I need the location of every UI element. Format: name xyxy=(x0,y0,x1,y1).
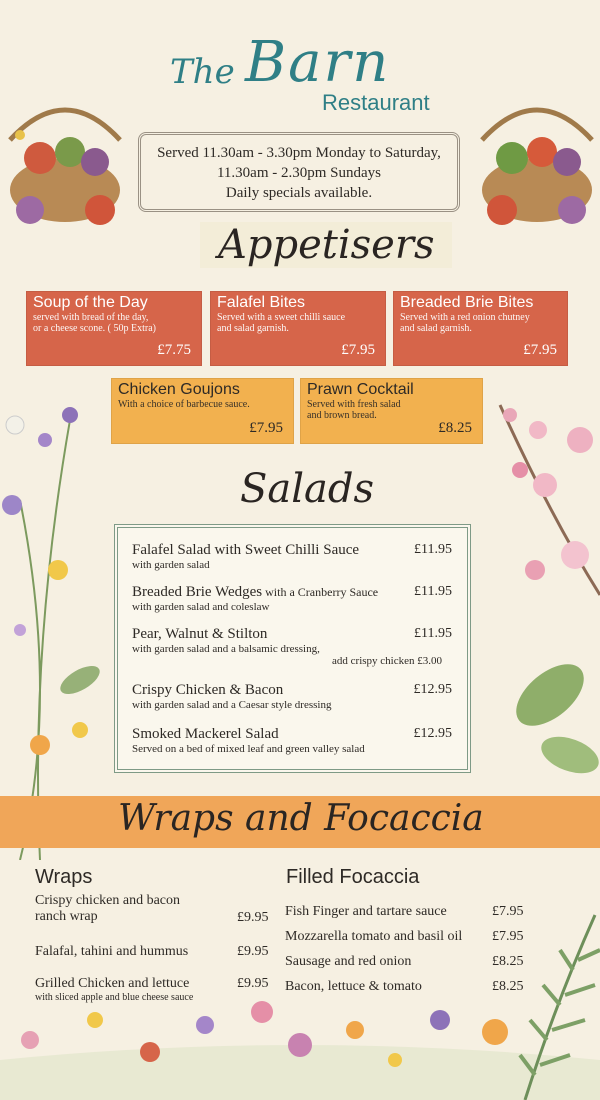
focaccia-price: £8.25 xyxy=(492,979,524,994)
salad-desc: with garden salad and coleslaw xyxy=(132,601,270,613)
salad-item xyxy=(132,682,462,711)
appetiser-desc: Served with fresh salad xyxy=(307,399,401,410)
salad-item xyxy=(132,584,462,613)
focaccia-item xyxy=(285,904,525,920)
salad-item xyxy=(132,542,462,571)
focaccia-price: £7.95 xyxy=(492,904,524,919)
appetiser-price: £7.95 xyxy=(523,342,557,358)
hours-line-3: Daily specials available. xyxy=(225,185,373,201)
wrap-price: £9.95 xyxy=(237,910,269,925)
brand-the: The xyxy=(170,52,235,92)
focaccia-item xyxy=(285,954,525,970)
appetiser-card xyxy=(210,291,386,366)
appetisers-heading: Appetisers xyxy=(200,222,452,268)
wrap-name: Crispy chicken and bacon xyxy=(35,893,181,908)
opening-hours-box xyxy=(138,132,460,212)
appetiser-name: Chicken Goujons xyxy=(118,381,240,398)
focaccia-price: £8.25 xyxy=(492,954,524,969)
wrap-price: £9.95 xyxy=(237,944,269,959)
focaccia-name: Sausage and red onion xyxy=(285,954,412,969)
vegetable-basket-icon xyxy=(0,80,130,230)
appetiser-desc: With a choice of barbecue sauce. xyxy=(118,399,250,410)
salad-desc: with garden salad and a balsamic dressing, xyxy=(132,643,320,655)
salad-price: £12.95 xyxy=(413,682,452,697)
appetiser-desc: and salad garnish. xyxy=(400,323,472,334)
appetiser-price: £7.95 xyxy=(341,342,375,358)
wrap-name-line2: ranch wrap xyxy=(35,909,98,924)
fern-icon xyxy=(515,905,600,1100)
appetiser-price: £7.95 xyxy=(249,420,283,436)
wrap-price: £9.95 xyxy=(237,976,269,991)
salad-price: £11.95 xyxy=(414,584,452,599)
appetiser-name: Soup of the Day xyxy=(33,294,148,311)
salads-box xyxy=(114,524,471,773)
appetiser-name: Falafel Bites xyxy=(217,294,306,311)
appetiser-card xyxy=(26,291,202,366)
wildflower-icon xyxy=(0,400,120,860)
wildflower-icon xyxy=(0,990,600,1100)
wrap-item xyxy=(35,893,275,925)
appetiser-desc: Served with a sweet chilli sauce xyxy=(217,312,346,323)
appetiser-price: £7.75 xyxy=(157,342,191,358)
salad-name: Pear, Walnut & Stilton xyxy=(132,626,268,642)
focaccia-title: Filled Focaccia xyxy=(286,866,420,888)
salad-extra: add crispy chicken £3.00 xyxy=(332,655,442,667)
focaccia-name: Bacon, lettuce & tomato xyxy=(285,979,422,994)
salad-name: Falafel Salad with Sweet Chilli Sauce xyxy=(132,542,360,558)
brand-name: Barn xyxy=(245,30,391,95)
hours-line-1: Served 11.30am - 3.30pm Monday to Saturday, xyxy=(157,145,441,161)
salad-desc: with garden salad xyxy=(132,559,210,571)
appetiser-desc: Served with a red onion chutney xyxy=(400,312,530,323)
wraps-title: Wraps xyxy=(35,866,93,888)
brand-subtitle: Restaurant xyxy=(322,90,430,115)
appetiser-desc: or a cheese scone. ( 50p Extra) xyxy=(33,323,156,334)
wrap-item xyxy=(35,944,275,960)
focaccia-item xyxy=(285,979,525,995)
appetiser-desc: served with bread of the day, xyxy=(33,312,149,323)
focaccia-item xyxy=(285,929,525,945)
appetiser-desc: and salad garnish. xyxy=(217,323,289,334)
focaccia-name: Mozzarella tomato and basil oil xyxy=(285,929,463,944)
focaccia-name: Fish Finger and tartare sauce xyxy=(285,904,447,919)
wrap-item xyxy=(35,976,275,1003)
appetiser-card xyxy=(393,291,568,366)
wrap-desc: with sliced apple and blue cheese sauce xyxy=(35,992,194,1003)
hours-line-2: 11.30am - 2.30pm Sundays xyxy=(216,165,382,181)
appetiser-card xyxy=(111,378,294,444)
appetiser-name: Breaded Brie Bites xyxy=(400,294,534,311)
salad-item xyxy=(132,726,462,755)
salad-desc: Served on a bed of mixed leaf and green valley salad xyxy=(132,743,365,755)
appetiser-name: Prawn Cocktail xyxy=(307,381,414,398)
salad-name: Smoked Mackerel Salad xyxy=(132,726,279,742)
salad-name-note: with a Cranberry Sauce xyxy=(262,585,379,599)
blossom-branch-icon xyxy=(490,395,600,815)
salad-item xyxy=(132,626,462,667)
appetiser-price: £8.25 xyxy=(438,420,472,436)
salad-price: £12.95 xyxy=(413,726,452,741)
salad-name: Crispy Chicken & Bacon xyxy=(132,682,284,698)
appetiser-card xyxy=(300,378,483,444)
appetiser-desc: and brown bread. xyxy=(307,410,377,421)
wrap-name: Falafal, tahini and hummus xyxy=(35,944,189,959)
salad-price: £11.95 xyxy=(414,542,452,557)
salad-desc: with garden salad and a Caesar style dressing xyxy=(132,699,332,711)
wraps-focaccia-heading: Wraps and Focaccia xyxy=(118,798,484,839)
salad-price: £11.95 xyxy=(414,626,452,641)
salad-name: Breaded Brie Wedges xyxy=(132,584,263,600)
wrap-name: Grilled Chicken and lettuce xyxy=(35,976,190,991)
focaccia-price: £7.95 xyxy=(492,929,524,944)
vegetable-basket-icon xyxy=(472,80,600,230)
salads-heading: Salads xyxy=(240,466,375,512)
